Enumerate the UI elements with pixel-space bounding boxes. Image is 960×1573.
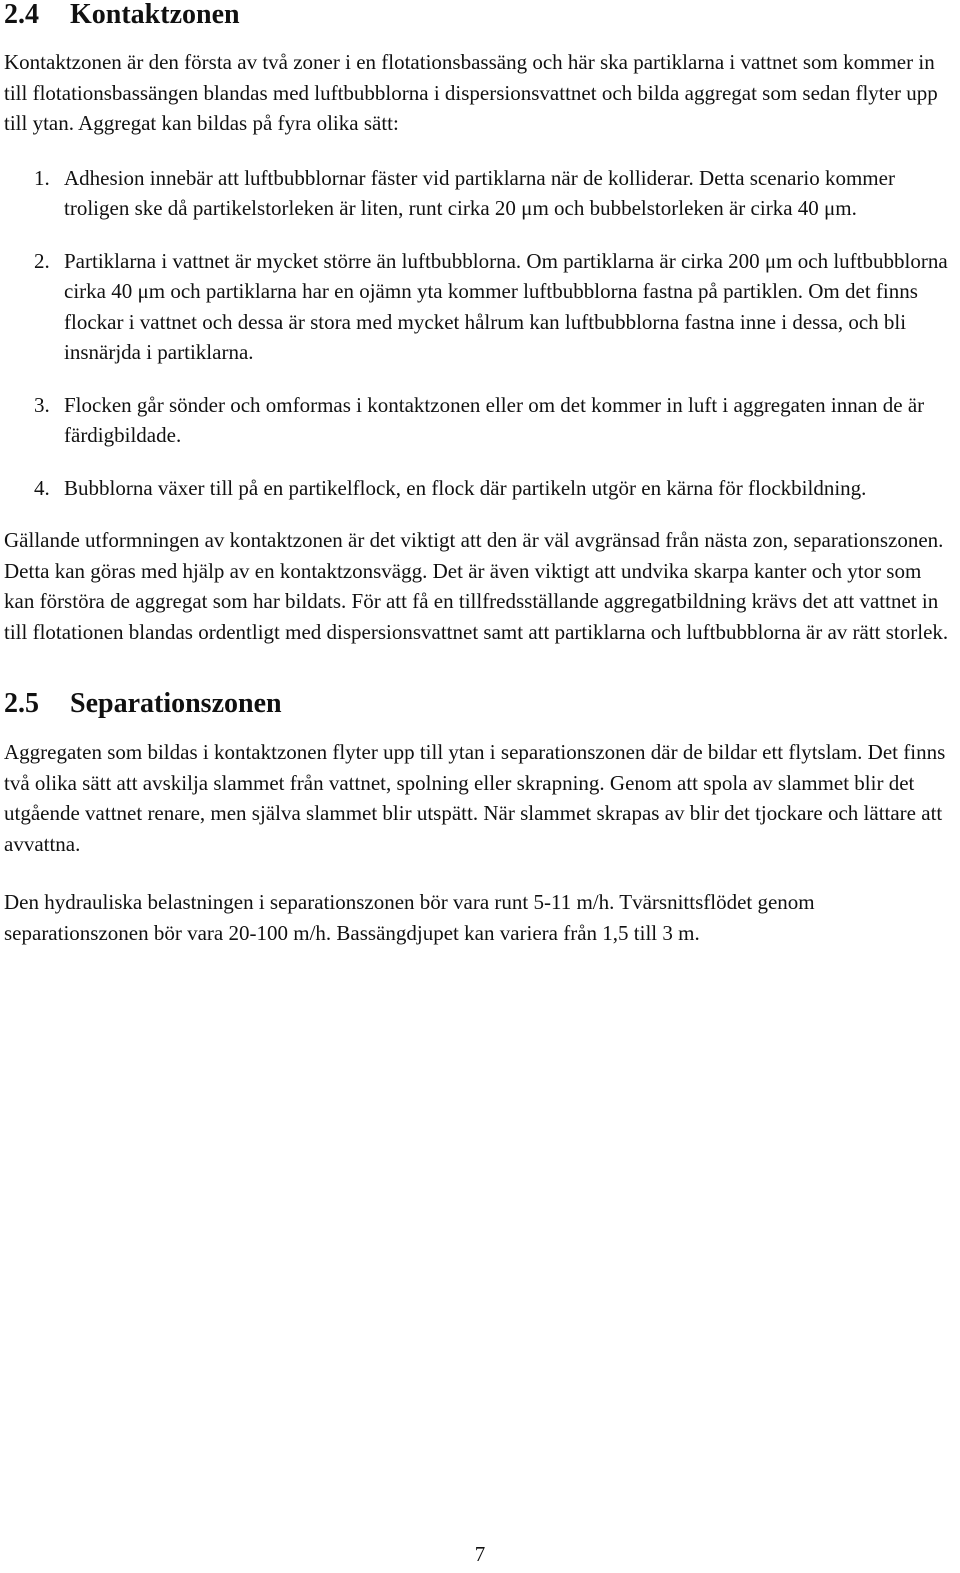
- list-marker: 3.: [34, 392, 50, 417]
- section-heading-2-5: [4, 689, 952, 719]
- list-item-text: Adhesion innebär att luftbubblornar fäster vid partiklarna när de kolliderar. Detta scenario kommer troligen ske då partikelstorleken är liten, runt cirka 20 μm och bubbelstorleken är cirka 40 μm.: [64, 165, 895, 220]
- list-marker: 4.: [34, 475, 50, 500]
- list-item-text: Partiklarna i vattnet är mycket större än luftbubblorna. Om partiklarna är cirka 200 μm och luftbubblorna cirka 40 μm och partiklarna har en ojämn yta kommer luftbubblorna fastna på partiklen. Om det finns flockar i vattnet och dessa är stora med mycket hålrum kan luftbubblorna fastna inne i dessa, och bli insnärjda i partiklarna.: [64, 248, 948, 364]
- list-item-text: Flocken går sönder och omformas i kontaktzonen eller om det kommer in luft i aggregaten innan de är färdigbildade.: [64, 392, 925, 447]
- aggregate-formation-list: [4, 163, 952, 504]
- separation-paragraph-1: Aggregaten som bildas i kontaktzonen flyter upp till ytan i separationszonen där de bildar ett flytslam. Det finns två olika sätt att avskilja slammet från vattnet, spolning eller skrapning. Genom att spola av slammet blir det utgående vattnet renare, men själva slammet blir utspätt. När slammet skrapas av blir det tjockare och lättare att avvattna.: [4, 740, 946, 856]
- list-item: [4, 390, 952, 451]
- list-item: [4, 246, 952, 368]
- closing-paragraph: Gällande utformningen av kontaktzonen är det viktigt att den är väl avgränsad från nästa zon, separationszonen. Detta kan göras med hjälp av en kontaktzonsvägg. Det är även viktigt att undvika skarpa kanter och ytor som kan förstöra de aggregat som har bildats. För att få en tillfredsställande aggregatbildning krävs det att vattnet in till flotationen blandas ordentligt med dispersionsvattnet samt att partiklarna och luftbubblorna är av rätt storlek.: [4, 528, 949, 644]
- section-heading-2-4: [4, 0, 952, 30]
- page-number: 7: [474, 1542, 486, 1566]
- document-page: [4, 0, 952, 948]
- section-title: Separationszonen: [70, 688, 282, 719]
- section-number: 2.4: [4, 0, 39, 30]
- list-marker: 1.: [34, 165, 50, 190]
- list-item-text: Bubblorna växer till på en partikelflock, en flock där partikeln utgör en kärna för flockbildning.: [64, 475, 867, 500]
- list-item: [4, 163, 952, 224]
- section-title: Kontaktzonen: [70, 0, 240, 30]
- intro-paragraph: Kontaktzonen är den första av två zoner i en flotationsbassäng och här ska partiklarna i vattnet som kommer in till flotationsbassängen blandas med luftbubblorna i dispersionsvattnet och bilda aggregat som sedan flyter upp till ytan. Aggregat kan bildas på fyra olika sätt:: [4, 50, 938, 135]
- list-item: [4, 473, 952, 504]
- section-number: 2.5: [4, 688, 39, 719]
- separation-paragraph-2: Den hydrauliska belastningen i separationszonen bör vara runt 5-11 m/h. Tvärsnittsflödet genom separationszonen bör vara 20-100 m/h. Bassängdjupet kan variera från 1,5 till 3 m.: [4, 890, 815, 945]
- list-marker: 2.: [34, 248, 50, 273]
